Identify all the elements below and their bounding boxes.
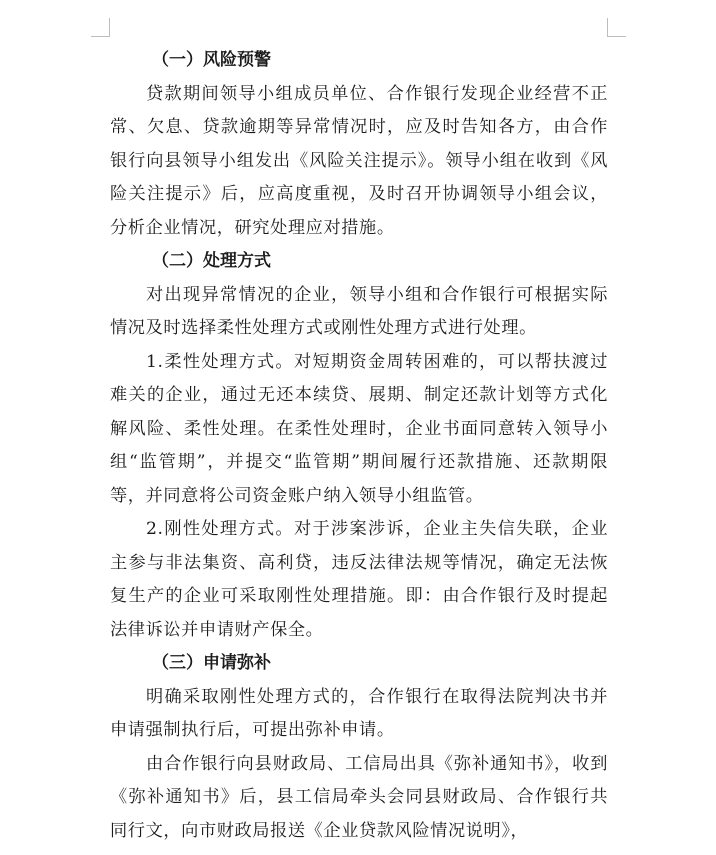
paragraph-rigid-handling: 2.刚性处理方式。对于涉案涉诉，企业主失信失联，企业主参与非法集资、高利贷，违反法律法规等情况，确定无法恢复生产的企业可采取刚性处理措施。即：由合作银行及时提起法律诉讼并申请财产保全。 xyxy=(110,519,608,640)
document-body[interactable] xyxy=(110,44,608,848)
paragraph-handling-intro: 对出现异常情况的企业，领导小组和合作银行可根据实际情况及时选择柔性处理方式或刚性处理方式进行处理。 xyxy=(110,284,608,338)
paragraph-flexible-handling: 1.柔性处理方式。对短期资金周转困难的，可以帮扶渡过难关的企业，通过无还本续贷、展期、制定还款计划等方式化解风险、柔性处理。在柔性处理时，企业书面同意转入领导小组“监管期”，并提交“监管期”期间履行还款措施、还款期限等，并同意将公司资金账户纳入领导小组监管。 xyxy=(110,351,608,506)
section-heading-compensation-application: （三）申请弥补 xyxy=(152,653,271,673)
section-heading-handling-methods: （二）处理方式 xyxy=(152,251,271,271)
paragraph-compensation-condition: 明确采取刚性处理方式的，合作银行在取得法院判决书并申请强制执行后，可提出弥补申请。 xyxy=(110,686,608,740)
paragraph-compensation-procedure: 由合作银行向县财政局、工信局出具《弥补通知书》，收到《弥补通知书》后，县工信局牵头会同县财政局、合作银行共同行文，向市财政局报送《企业贷款风险情况说明》， xyxy=(110,753,608,841)
margin-corner-mark-top-left xyxy=(91,18,110,37)
margin-corner-mark-top-right xyxy=(607,18,626,37)
paragraph-risk-warning: 贷款期间领导小组成员单位、合作银行发现企业经营不正常、欠息、贷款逾期等异常情况时，应及时告知各方，由合作银行向县领导小组发出《风险关注提示》。领导小组在收到《风险关注提示》后，应高度重视，及时召开协调领导小组会议，分析企业情况，研究处理应对措施。 xyxy=(110,83,608,238)
section-heading-risk-warning: （一）风险预警 xyxy=(152,50,271,70)
